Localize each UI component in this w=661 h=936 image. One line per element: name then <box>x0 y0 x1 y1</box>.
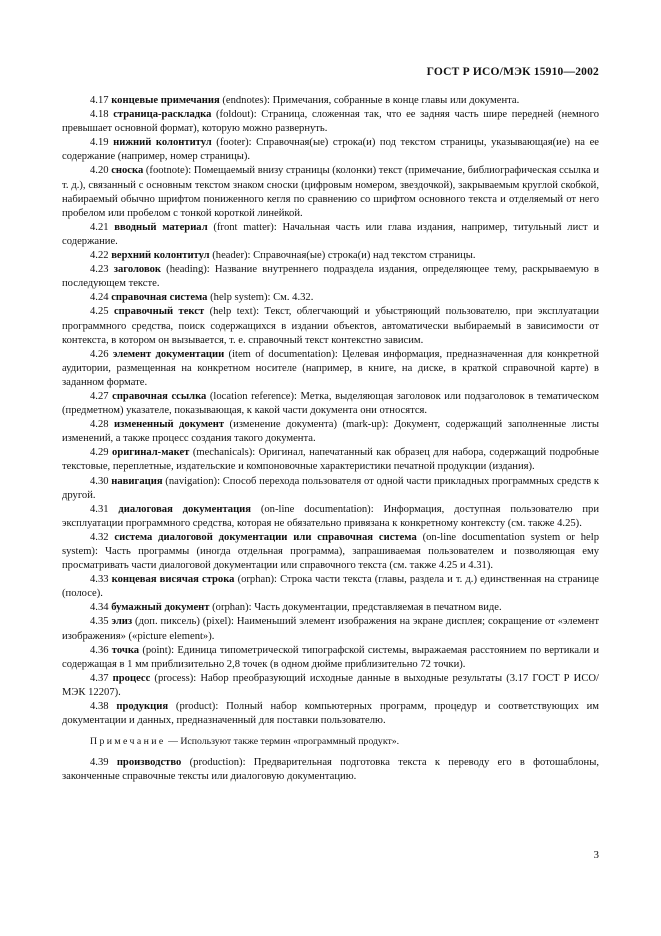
term-name: концевые примечания <box>111 95 220 106</box>
term-text: (product): Полный набор компьютерных программ, процедур и соответствующих им документации и данных, предназначенный для поставки пользователю. <box>62 701 599 727</box>
term-definition <box>62 221 599 249</box>
term-text: (изменение документа) (mark-up): Документ, содержащий заполненные листы изменений, а также процесс создания такого документа. <box>62 419 599 445</box>
term-name: производство <box>116 757 182 769</box>
term-definition <box>62 305 599 347</box>
term-definition <box>62 94 599 108</box>
term-number: 4.20 <box>90 165 109 177</box>
term-name: точка <box>111 644 140 656</box>
term-definition <box>62 249 599 263</box>
term-text: (on-line documentation): Информация, доступная пользователю при эксплуатации программного средства, которая не обязательно привязана к конкретному контексту (см. также 4.25). <box>62 503 599 529</box>
term-number: 4.34 <box>90 602 109 614</box>
term-definition <box>62 446 599 474</box>
note-label: Примечание <box>90 736 166 748</box>
term-name: страница-раскладка <box>113 109 212 121</box>
term-name: оригинал-макет <box>112 447 190 459</box>
term-number: 4.30 <box>90 475 109 487</box>
term-number: 4.32 <box>90 531 109 543</box>
term-text: (mechanicals): Оригинал, напечатанный как образец для набора, содержащий подробные текстовые, переплетные, издательские и компоновочные характеристики печатной продукции (издания). <box>62 447 600 473</box>
term-number: 4.17 <box>90 95 109 106</box>
term-definition <box>62 418 599 446</box>
term-definition <box>62 291 599 305</box>
term-number: 4.37 <box>90 672 109 684</box>
term-text: (production): Предварительная подготовка текста к переводу его в фотошаблоны, законченные справочные тексты или диалоговую документацию. <box>62 757 599 783</box>
term-text: (foldout): Страница, сложенная так, что ее задняя часть шире передней (немного превышает основной формат), которую можно развернуть. <box>62 109 599 135</box>
page-body <box>62 94 599 785</box>
term-text: (endnotes): Примечания, собранные в конце главы или документа. <box>219 95 520 106</box>
term-text: (help text): Текст, облегчающий и убыстряющий пользователю, при эксплуатации программного средства, поиск содержащихся в издании объектов, автоматически выбираемый в зависимости от контекста, в котором он вызывается, т. е. справочный текст контекстно зависим. <box>62 306 599 346</box>
term-number: 4.25 <box>90 306 109 318</box>
term-number: 4.18 <box>90 109 109 121</box>
term-text: (help system): См. 4.32. <box>207 292 314 304</box>
term-number: 4.26 <box>90 348 109 360</box>
term-text: (footnote): Помещаемый внизу страницы (колонки) текст (примечание, библиографическая ссылка и т. д.), связанный с основным текстом знаком сноски (цифровым номером, звездочкой), закрываемым круглой скобкой, набираемый обычно шрифтом пониженного кегля по сравнению со шрифтом основного текста и отделяемый от него пробелом или пробелом с тонкой короткой линейкой. <box>62 165 599 219</box>
term-name: верхний колонтитул <box>111 250 210 262</box>
term-name: бумажный документ <box>111 602 210 614</box>
term-definition <box>62 672 599 700</box>
term-name: система диалоговой документации или справочная система <box>114 531 417 543</box>
term-definition <box>62 573 599 601</box>
term-text: (front matter): Начальная часть или глава издания, например, титульный лист и содержание. <box>62 221 600 247</box>
term-definition <box>62 615 599 643</box>
term-definition <box>62 644 599 672</box>
term-name: элиз <box>111 616 133 628</box>
term-name: навигация <box>111 475 163 487</box>
term-text: (point): Единица типометрической типографской системы, выражаемая расстоянием по вертикали и содержащая в 1 мм приблизительно 2,8 точек (в одном дюйме приблизительно 72 точки). <box>62 644 600 670</box>
term-name: справочная ссылка <box>112 390 207 402</box>
document-code-header: ГОСТ Р ИСО/МЭК 15910—2002 <box>426 66 599 78</box>
term-number: 4.36 <box>90 644 109 656</box>
term-number: 4.35 <box>90 616 109 628</box>
term-name: сноска <box>111 165 144 177</box>
term-definition <box>62 108 599 136</box>
term-number: 4.21 <box>90 221 109 233</box>
term-number: 4.27 <box>90 390 109 402</box>
term-text: (item of documentation): Целевая информация, предназначенная для конкретной аудитории, размещенная на конкретном носителе (например, в книге, на диске, в краткой справочной карте) в заданном формате. <box>62 348 599 388</box>
term-number: 4.19 <box>90 137 109 149</box>
term-definition <box>62 348 599 390</box>
term-number: 4.22 <box>90 250 109 262</box>
term-name: продукция <box>116 701 169 713</box>
term-definition <box>62 531 599 573</box>
term-number: 4.24 <box>90 292 109 304</box>
term-definition <box>62 700 599 728</box>
term-number: 4.31 <box>90 503 109 515</box>
term-name: измененный документ <box>114 419 225 431</box>
term-definition <box>62 756 599 784</box>
term-name: концевая висячая строка <box>111 574 235 586</box>
term-number: 4.38 <box>90 701 109 713</box>
term-definition <box>62 164 599 220</box>
term-name: вводный материал <box>114 221 208 233</box>
term-name: нижний колонтитул <box>113 137 212 149</box>
term-name: заголовок <box>113 264 162 276</box>
term-text: (доп. пиксель) (pixel): Наименьший элемент изображения на экране дисплея; сокращение от «элемент изображения» («picture element»). <box>62 616 599 642</box>
term-list <box>62 94 599 728</box>
term-text: (on-line documentation system or help system): Часть программы (иногда отдельная программа), запрашиваемая пользователем и позволяющая ему просматривать части диалоговой документации или справочного текста (см. также 4.25 и 4.31). <box>62 531 599 572</box>
term-definition <box>62 601 599 615</box>
term-name: диалоговая документация <box>118 503 252 515</box>
term-name: процесс <box>112 672 151 684</box>
page-number: 3 <box>593 849 599 861</box>
term-definition <box>62 475 599 503</box>
term-text: (location reference): Метка, выделяющая заголовок или подзаголовок в тематическом (предметном) указателе, показывающая, к какой части документа они относятся. <box>62 390 599 417</box>
term-number: 4.23 <box>90 264 109 276</box>
term-name: справочная система <box>111 292 208 304</box>
note-text: — Используют также термин «программный продукт». <box>165 736 400 748</box>
term-text: (orphan): Строка части текста (главы, раздела и т. д.) единственная на странице (полосе). <box>62 574 599 600</box>
term-list-continued <box>62 756 599 784</box>
term-definition <box>62 390 599 418</box>
term-number: 4.29 <box>90 447 109 459</box>
term-text: (footer): Справочная(ые) строка(и) под текстом страницы, указывающая(ие) на ее содержание (например, номер страницы). <box>62 137 599 163</box>
term-name: элемент документации <box>112 348 225 360</box>
term-text: (navigation): Способ перехода пользователя от одной части прикладных программных средств к другой. <box>62 475 599 501</box>
term-number: 4.39 <box>90 757 109 769</box>
term-text: (heading): Название внутреннего подраздела издания, определяющее тему, раскрываемую в последующем тексте. <box>62 264 599 290</box>
term-text: (orphan): Часть документации, представляемая в печатном виде. <box>209 602 502 614</box>
term-number: 4.28 <box>90 419 109 431</box>
note-paragraph <box>62 735 599 749</box>
term-name: справочный текст <box>113 306 205 318</box>
term-number: 4.33 <box>90 574 109 586</box>
term-text: (process): Набор преобразующий исходные данные в выходные результаты (3.17 ГОСТ Р ИСО/МЭК 12207). <box>62 672 599 698</box>
term-definition <box>62 136 599 164</box>
term-definition <box>62 503 599 531</box>
term-definition <box>62 263 599 291</box>
term-text: (header): Справочная(ые) строка(и) над текстом страницы. <box>209 250 476 262</box>
